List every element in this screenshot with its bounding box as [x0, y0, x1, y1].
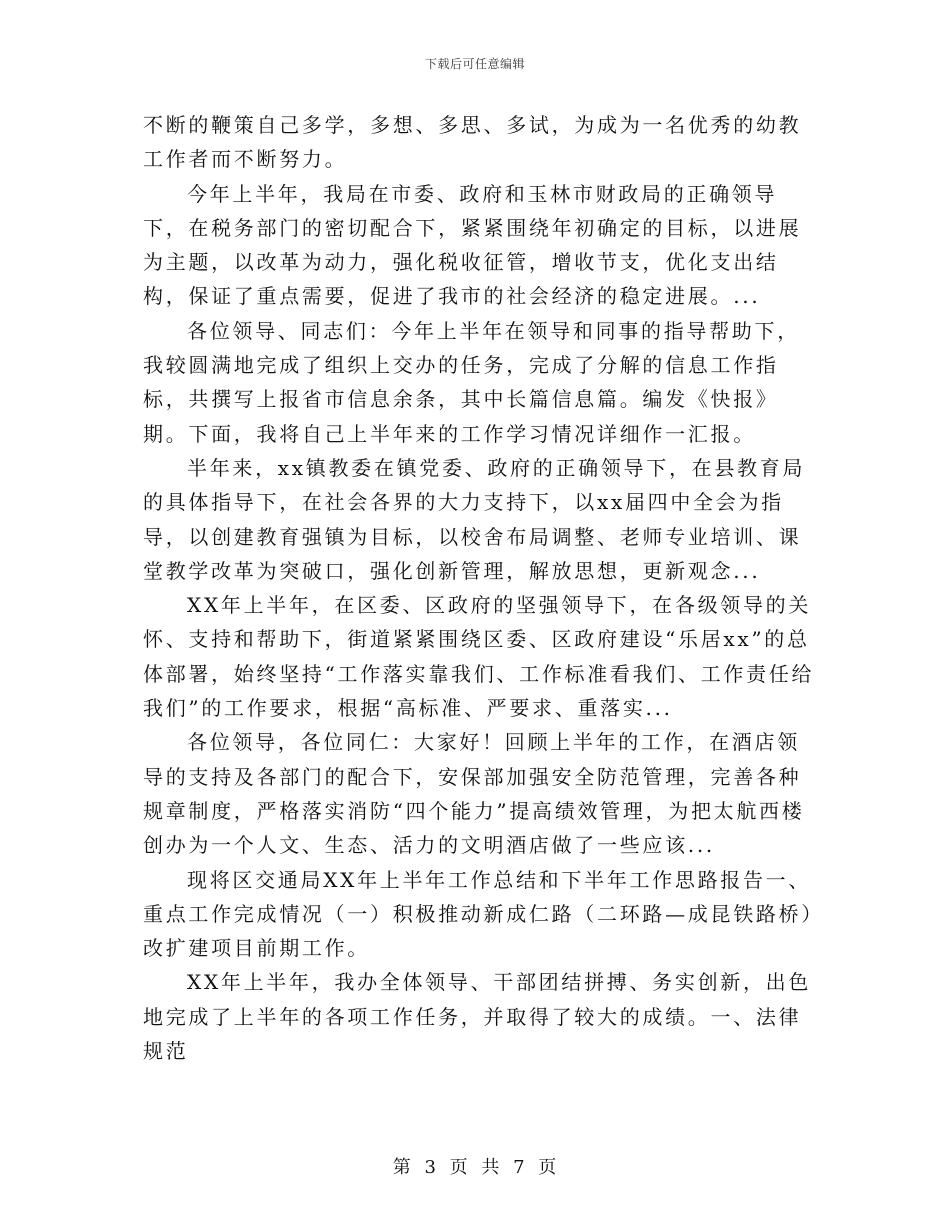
document-body: [143, 108, 815, 1068]
paragraph-continued: 不断的鞭策自己多学，多想、多思、多试，为成为一名优秀的幼教工作者而不断努力。: [143, 113, 802, 172]
header-note: 下载后可任意编辑: [424, 57, 525, 71]
paragraph: 今年上半年，我局在市委、政府和玉林市财政局的正确领导下，在税务部门的密切配合下，紧紧围绕年初确定的目标，以进展为主题，以改革为动力，强化税收征管，增收节支，优化支出结构，保证了重点需要，促进了我市的社会经济的稳定进展。...: [143, 181, 802, 309]
paragraph: XX年上半年，我办全体领导、干部团结拼搏、务实创新，出色地完成了上半年的各项工作任务，并取得了较大的成绩。一、法律规范: [143, 970, 812, 1064]
paragraph: 各位领导、同志们：今年上半年在领导和同事的指导帮助下，我较圆满地完成了组织上交办的任务，完成了分解的信息工作指标，共撰写上报省市信息余条，其中长篇信息篇。编发《快报》期。下面，我将自己上半年来的工作学习情况详细作一汇报。: [143, 318, 800, 446]
paragraph: 半年来，xx镇教委在镇党委、政府的正确领导下，在县教育局的具体指导下，在社会各界的大力支持下，以xx届四中全会为指导，以创建教育强镇为目标，以校舍布局调整、老师专业培训、课堂教学改革为突破口，强化创新管理，解放思想，更新观念...: [143, 455, 806, 583]
paragraph: 现将区交通局XX年上半年工作总结和下半年工作思路报告一、重点工作完成情况（一）积极推动新成仁路（二环路—成昆铁路桥）改扩建项目前期工作。: [143, 867, 814, 961]
paragraph: XX年上半年，在区委、区政府的坚强领导下，在各级领导的关怀、支持和帮助下，街道紧紧围绕区委、区政府建设“乐居xx”的总体部署，始终坚持“工作落实靠我们、工作标准看我们、工作责任给我们”的工作要求，根据“高标准、严要求、重落实...: [143, 593, 815, 721]
paragraph: 各位领导，各位同仁：大家好！回顾上半年的工作，在酒店领导的支持及各部门的配合下，安保部加强安全防范管理，完善各种规章制度，严格落实消防“四个能力”提高绩效管理，为把太航西楼创办为一个人文、生态、活力的文明酒店做了一些应该...: [143, 730, 805, 858]
page-number: 第 3 页 共 7 页: [392, 1157, 558, 1178]
